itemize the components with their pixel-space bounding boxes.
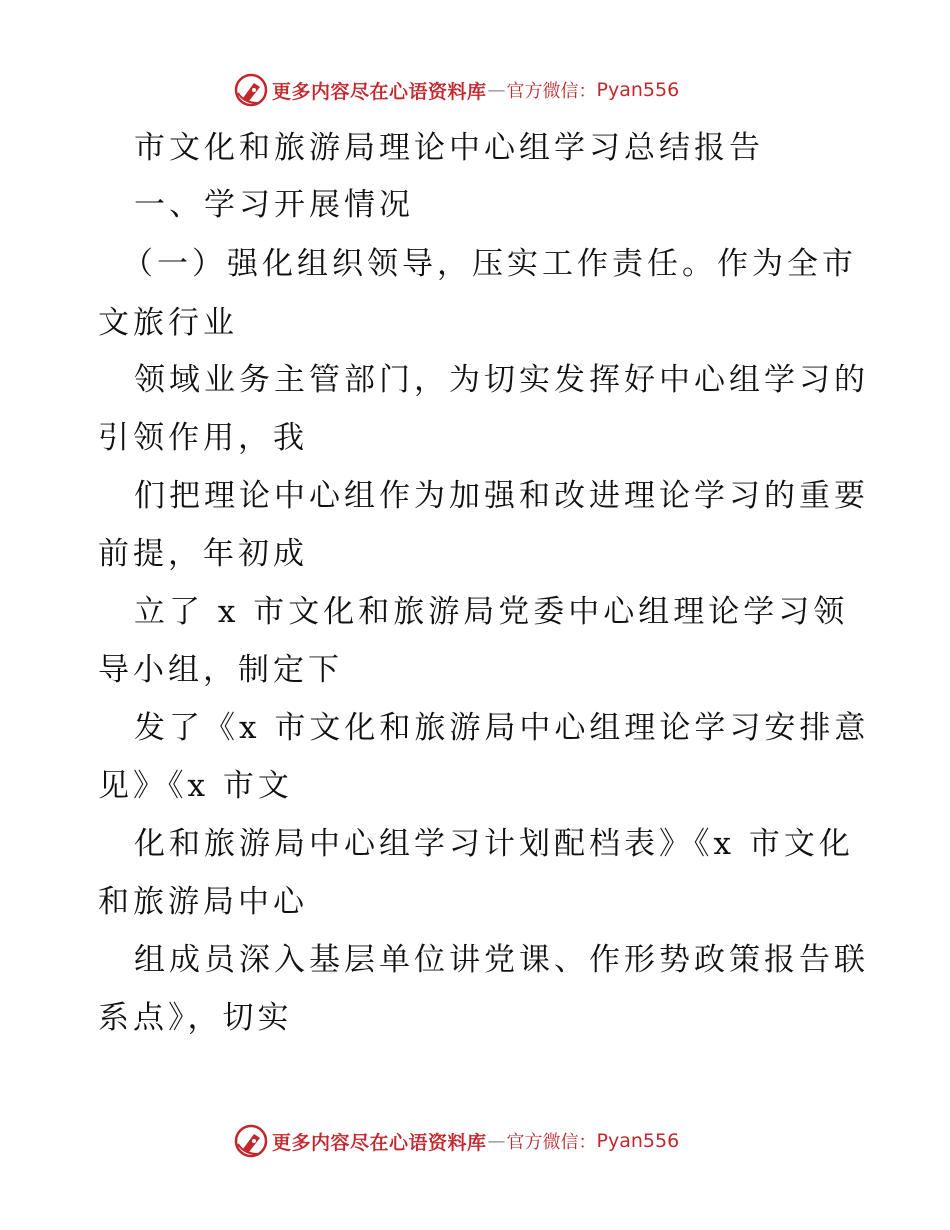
pen-nib-logo-icon: [234, 1124, 268, 1158]
watermark-text: 更多内容尽在心语资料库: [272, 1131, 487, 1154]
pen-nib-logo-icon: [234, 73, 268, 107]
watermark-banner-bottom: [234, 1121, 754, 1161]
paragraph-line: 文旅行业: [98, 305, 238, 341]
paragraph-line: 发了《x 市文化和旅游局中心组理论学习安排意: [134, 710, 870, 746]
paragraph-line: 化和旅游局中心组学习计划配档表》《x 市文化: [134, 826, 854, 862]
paragraph-line: 系点》，切实: [98, 1000, 293, 1036]
watermark-separator: —: [487, 79, 506, 101]
paragraph-line: 前提，年初成: [98, 536, 308, 572]
watermark-banner-top: [234, 70, 754, 110]
paragraph-line: 见》《x 市文: [98, 768, 293, 804]
paragraph-line: （一）强化组织领导，压实工作责任。作为全市: [122, 246, 857, 282]
paragraph-line: 们把理论中心组作为加强和改进理论学习的重要: [134, 478, 869, 514]
watermark-wechat-label: 官方微信：: [506, 81, 597, 102]
watermark-wechat-id: Pyan556: [596, 79, 680, 101]
paragraph-line: 导小组，制定下: [98, 652, 343, 688]
watermark-separator: —: [487, 1130, 506, 1152]
paragraph-line: 立了 x 市文化和旅游局党委中心组理论学习领: [134, 594, 849, 630]
paragraph-line: 领域业务主管部门，为切实发挥好中心组学习的: [134, 362, 869, 398]
watermark-text: 更多内容尽在心语资料库: [272, 80, 487, 103]
section-heading: 一、学习开展情况: [134, 187, 414, 223]
paragraph-line: 和旅游局中心: [98, 884, 308, 920]
paragraph-line: 引领作用，我: [98, 420, 308, 456]
paragraph-line: 组成员深入基层单位讲党课、作形势政策报告联: [134, 942, 869, 978]
watermark-wechat-label: 官方微信：: [506, 1132, 597, 1153]
document-title: 市文化和旅游局理论中心组学习总结报告: [134, 130, 764, 166]
watermark-wechat-id: Pyan556: [596, 1130, 680, 1152]
